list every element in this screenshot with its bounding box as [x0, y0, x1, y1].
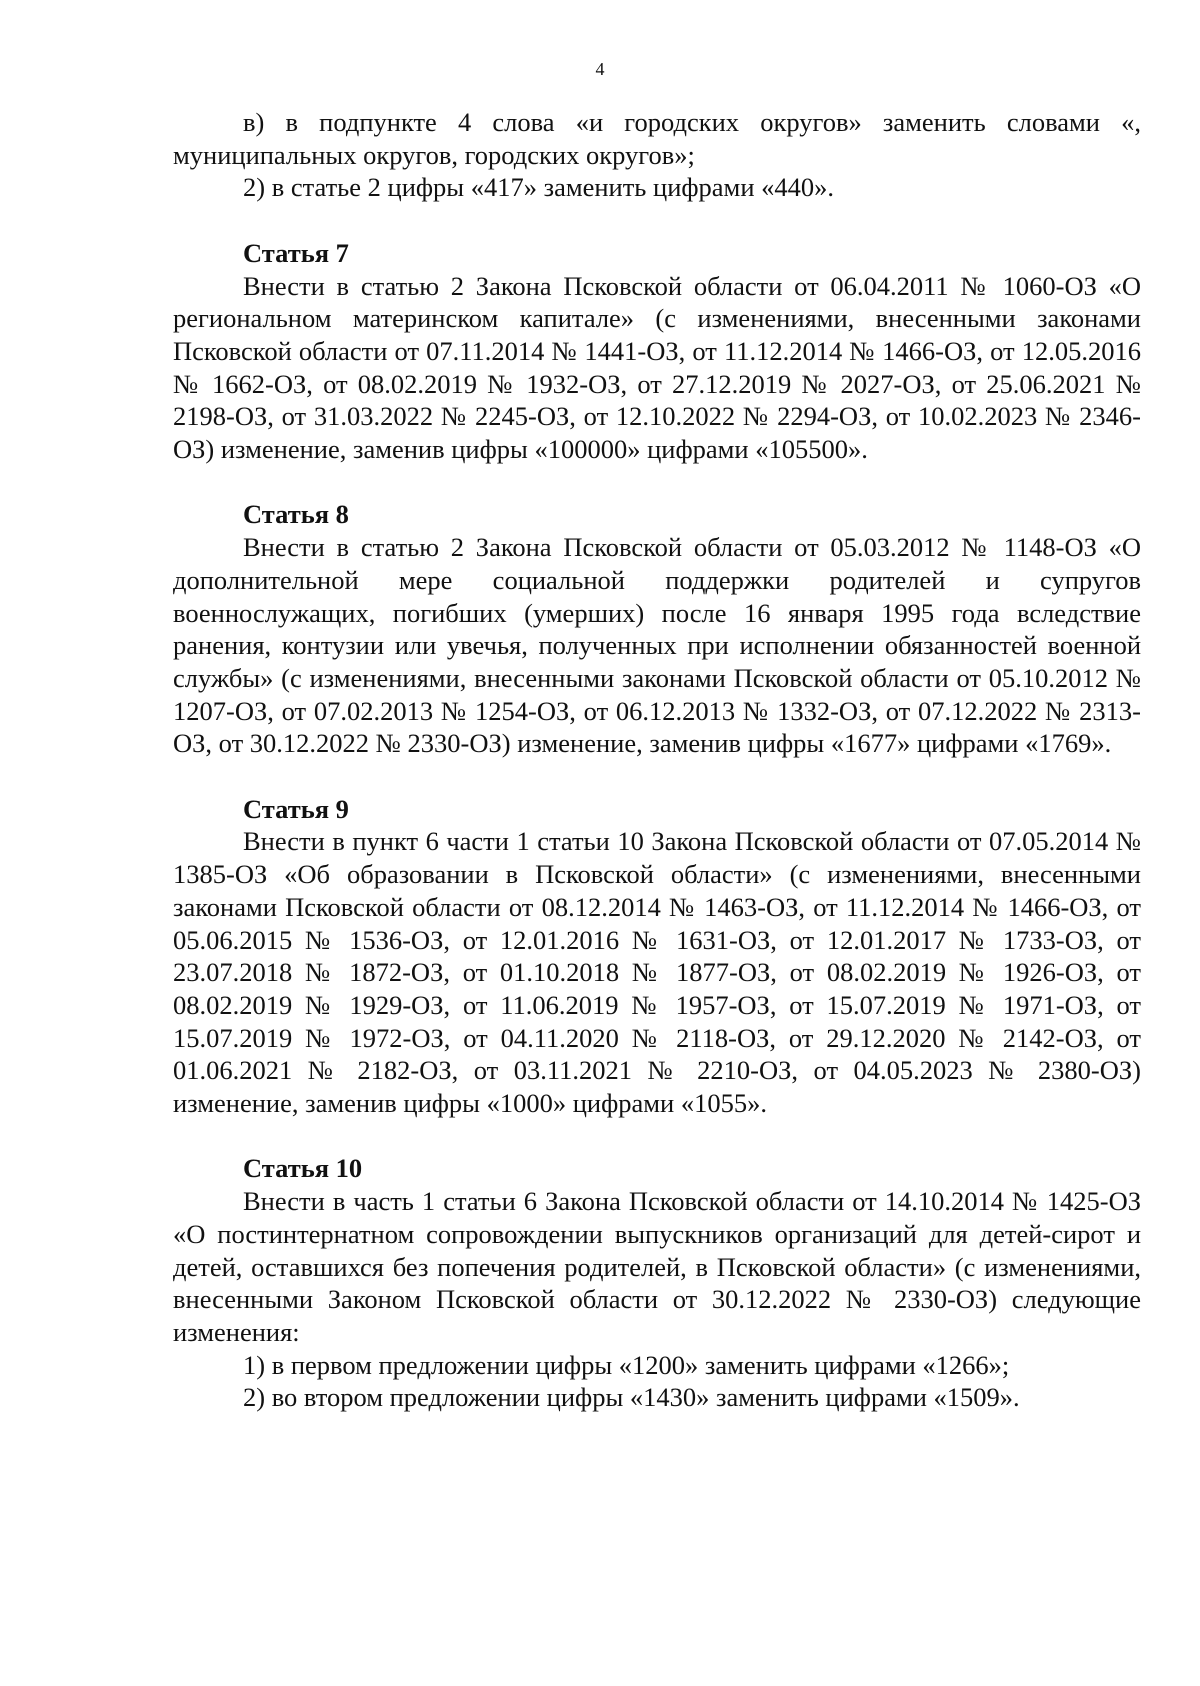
- article-7-title: Статья 7: [243, 237, 349, 268]
- article-10-item-1: 1) в первом предложении цифры «1200» заменить цифрами «1266»;: [243, 1349, 1010, 1380]
- paragraph-item-v: в) в подпункте 4 слова «и городских округов» заменить словами «, муниципальных округов, городских округов»;: [173, 107, 1141, 170]
- paragraph-item-2: 2) в статье 2 цифры «417» заменить цифрами «440».: [243, 172, 835, 203]
- spacer: [173, 466, 1141, 499]
- page-number: 4: [595, 59, 605, 79]
- article-9-paragraph: Внести в пункт 6 части 1 статьи 10 Закона Псковской области от 07.05.2014 № 1385-ОЗ «Об образовании в Псковской области» (с изменениями, внесенными законами Псковской области от 08.12.2014 № 1463-ОЗ, от 11.12.2014 № 1466-ОЗ, от 05.06.2015 № 1536-ОЗ, от 12.01.2016 № 1631-ОЗ, от 12.01.2017 № 1733-ОЗ, от 23.07.2018 № 1872-ОЗ, от 01.10.2018 № 1877-ОЗ, от 08.02.2019 № 1926-ОЗ, от 08.02.2019 № 1929-ОЗ, от 11.06.2019 № 1957-ОЗ, от 15.07.2019 № 1971-ОЗ, от 15.07.2019 № 1972-ОЗ, от 04.11.2020 № 2118-ОЗ, от 29.12.2020 № 2142-ОЗ, от 01.06.2021 № 2182-ОЗ, от 03.11.2021 № 2210-ОЗ, от 04.05.2023 № 2380-ОЗ) изменение, заменив цифры «1000» цифрами «1055».: [173, 826, 1141, 1119]
- article-9-title: Статья 9: [243, 793, 349, 824]
- article-7-paragraph: Внести в статью 2 Закона Псковской области от 06.04.2011 № 1060-ОЗ «О региональном материнском капитале» (с изменениями, внесенными законами Псковской области от 07.11.2014 № 1441-ОЗ, от 11.12.2014 № 1466-ОЗ, от 12.05.2016 № 1662-ОЗ, от 08.02.2019 № 1932-ОЗ, от 27.12.2019 № 2027-ОЗ, от 25.06.2021 № 2198-ОЗ, от 31.03.2022 № 2245-ОЗ, от 12.10.2022 № 2294-ОЗ, от 10.02.2023 № 2346-ОЗ) изменение, заменив цифры «100000» цифрами «105500».: [173, 270, 1141, 465]
- article-10-item-2: 2) во втором предложении цифры «1430» заменить цифрами «1509».: [243, 1382, 1020, 1413]
- article-8-title: Статья 8: [243, 499, 349, 530]
- article-10-paragraph: Внести в часть 1 статьи 6 Закона Псковской области от 14.10.2014 № 1425-ОЗ «О постинтернатном сопровождении выпускников организаций для детей-сирот и детей, оставшихся без попечения родителей, в Псковской области» (с изменениями, внесенными Законом Псковской области от 30.12.2022 № 2330-ОЗ) следующие изменения:: [173, 1186, 1141, 1347]
- document-body: [173, 106, 1141, 1414]
- spacer: [173, 1120, 1141, 1153]
- spacer: [173, 204, 1141, 237]
- article-10-title: Статья 10: [243, 1153, 363, 1184]
- spacer: [173, 760, 1141, 793]
- article-8-paragraph: Внести в статью 2 Закона Псковской области от 05.03.2012 № 1148-ОЗ «О дополнительной мере социальной поддержки родителей и супругов военнослужащих, погибших (умерших) после 16 января 1995 года вследствие ранения, контузии или увечья, полученных при исполнении обязанностей военной службы» (с изменениями, внесенными законами Псковской области от 05.10.2012 № 1207-ОЗ, от 07.02.2013 № 1254-ОЗ, от 06.12.2013 № 1332-ОЗ, от 07.12.2022 № 2313-ОЗ, от 30.12.2022 № 2330-ОЗ) изменение, заменив цифры «1677» цифрами «1769».: [173, 532, 1141, 759]
